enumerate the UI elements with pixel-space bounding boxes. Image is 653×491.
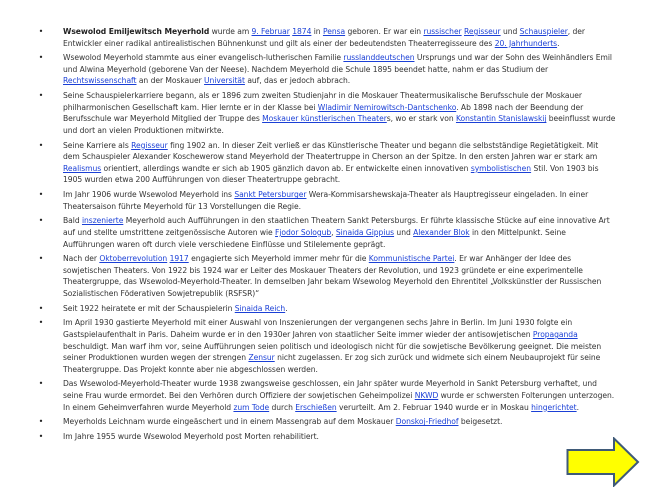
bullet-icon: • bbox=[38, 417, 44, 427]
list-item bbox=[0, 416, 653, 428]
text-run: Im Jahre 1955 wurde Wsewolod Meyerhold post Morten rehabilitiert. bbox=[63, 432, 319, 442]
hyperlink[interactable]: Realismus bbox=[63, 163, 102, 173]
hyperlink[interactable]: 20. Jahrhunderts bbox=[494, 38, 558, 48]
hyperlink[interactable]: Moskauer künstlerischen Theater bbox=[262, 114, 387, 124]
list-item bbox=[0, 215, 653, 250]
bullet-icon: • bbox=[38, 140, 44, 150]
bullet-icon: • bbox=[38, 432, 44, 442]
text-run: Meyerholds Leichnam wurde eingeäschert und in einem Massengrab auf dem Moskauer bbox=[63, 417, 396, 427]
text-run: Nach der bbox=[63, 254, 100, 264]
hyperlink[interactable]: Pensa bbox=[322, 27, 346, 36]
hyperlink[interactable]: Alexander Blok bbox=[413, 227, 470, 237]
text-run: . bbox=[285, 303, 288, 313]
hyperlink[interactable]: symbolistischen bbox=[470, 163, 532, 173]
text-run: orientiert, allerdings wandte er sich ab 1905 gänzlich davon ab. Er entwickelte einen innovativen bbox=[101, 163, 471, 173]
list-item bbox=[0, 317, 653, 375]
text-run: durch bbox=[269, 402, 296, 412]
hyperlink[interactable]: russlanddeutschen bbox=[343, 53, 415, 63]
hyperlink[interactable]: inszenierte bbox=[81, 216, 124, 226]
text-run: , bbox=[331, 227, 336, 237]
hyperlink[interactable]: Regisseur bbox=[464, 27, 501, 36]
text-run: nicht zugelassen. Er zog sich zurück und widmete sich einem Neubauprojekt für seine Theatergruppe. Das Projekt konnte aber nie abgeschlossen werden. bbox=[63, 353, 601, 374]
list-item bbox=[0, 26, 653, 49]
text-run: geboren. Er war ein bbox=[345, 27, 424, 36]
list-item bbox=[0, 90, 653, 136]
hyperlink[interactable]: Universität bbox=[204, 76, 245, 86]
hyperlink[interactable]: Fjodor Sologub bbox=[275, 227, 332, 237]
next-slide-button[interactable] bbox=[566, 437, 640, 487]
bullet-icon: • bbox=[38, 379, 44, 389]
bullet-icon: • bbox=[38, 27, 44, 36]
hyperlink[interactable]: Erschießen bbox=[295, 402, 337, 412]
hyperlink[interactable]: Schauspieler bbox=[519, 27, 568, 36]
hyperlink[interactable]: Propaganda bbox=[532, 330, 578, 339]
list-item bbox=[0, 140, 653, 186]
text-run: und bbox=[500, 27, 520, 36]
text-run: und bbox=[394, 227, 414, 237]
bullet-icon: • bbox=[38, 53, 44, 63]
text-run: verurteilt. Am 2. Februar 1940 wurde er in Moskau bbox=[336, 402, 532, 412]
document-body bbox=[0, 26, 653, 446]
bullet-icon: • bbox=[38, 318, 44, 328]
hyperlink[interactable]: Wladimir Nemirowitsch-Dantschenko bbox=[317, 102, 457, 112]
hyperlink[interactable]: Oktoberrevolution bbox=[99, 254, 168, 264]
arrow-right-icon[interactable] bbox=[566, 437, 640, 487]
list-item bbox=[0, 378, 653, 413]
bold-name: Wsewolod Emiljewitsch Meyerhold bbox=[63, 27, 210, 36]
hyperlink[interactable]: NKWD bbox=[414, 391, 439, 401]
bullet-icon: • bbox=[38, 190, 44, 200]
text-run: auf, das er jedoch abbrach. bbox=[244, 76, 351, 86]
bullet-icon: • bbox=[38, 216, 44, 226]
text-run: Im Jahr 1906 wurde Wsewolod Meyerhold ins bbox=[63, 190, 235, 200]
text-run: Das Wsewolod-Meyerhold-Theater wurde 1938 zwangsweise geschlossen, ein Jahr später wurde Meyerhold in Sankt Petersburg verhaftet, und seine Frau wurde ermordet. Bei den Verhören durch Offiziere der sowjetischen Geheimpolizei bbox=[63, 379, 597, 401]
text-run: Im April 1930 gastierte Meyerhold mit einer Auswahl von Inszenierungen der vergangenen sechs Jahre in Berlin. Im Juni 1930 folgte ein Gastspielaufenthalt in Paris. Daheim wurde er in den 1930er Jahren von staatlicher Seite immer wieder der antisowjetischen bbox=[63, 318, 573, 339]
text-run: Stil. Von 1903 bis 1905 wurden etwa 200 Aufführungen von dieser Theatertruppe gebracht. bbox=[63, 163, 599, 185]
hyperlink[interactable]: Konstantin Stanislawskij bbox=[455, 114, 547, 124]
hyperlink[interactable]: Sinaida Reich bbox=[234, 303, 286, 313]
hyperlink[interactable]: 9. Februar bbox=[251, 27, 290, 36]
text-run: . bbox=[557, 38, 560, 48]
hyperlink[interactable]: Kommunistische Partei bbox=[368, 254, 455, 264]
text-run: beigesetzt. bbox=[458, 417, 503, 427]
text-run: beeinflusst wurde und dort an vielen Produktionen mitwirkte. bbox=[63, 114, 616, 135]
hyperlink[interactable]: Donskoj-Friedhof bbox=[395, 417, 459, 427]
text-run: Wsewolod Meyerhold stammte aus einer evangelisch-lutherischen Familie bbox=[63, 53, 344, 63]
text-run: fing 1902 an. In dieser Zeit verließ er das Künstlerische Theater und begann die selbstständige Regietätigkeit. Mit dem Schauspieler Alexander Koschewerow stand Meyerhold der Theatertruppe in Cherson an der Spitze. In den ersten Jahren war er stark am bbox=[63, 140, 599, 162]
hyperlink[interactable]: zum Tode bbox=[233, 402, 270, 412]
hyperlink[interactable]: Zensur bbox=[248, 353, 275, 363]
text-run: an der Moskauer bbox=[136, 76, 205, 86]
list-item bbox=[0, 52, 653, 87]
list-item bbox=[0, 253, 653, 299]
text-run: in den Mittelpunkt. Seine Aufführungen waren oft durch viele verschiedene Einflüsse und Stilelemente geprägt. bbox=[63, 227, 566, 249]
bullet-icon: • bbox=[38, 254, 44, 264]
hyperlink[interactable]: Sankt Petersburger bbox=[234, 190, 307, 200]
hyperlink[interactable]: Regisseur bbox=[131, 140, 168, 150]
text-run: Ursprungs und war der Sohn des Weinhändlers Emil und Alwina Meyerhold (geborene Van der Neese). Nachdem Meyerhold die Schule 1895 beendet hatte, nahm er das Studium der bbox=[63, 53, 612, 74]
list-item bbox=[0, 431, 653, 443]
text-run: Seine Karriere als bbox=[63, 140, 132, 150]
bullet-list bbox=[0, 26, 653, 443]
text-run: wurde am bbox=[209, 27, 252, 36]
hyperlink[interactable]: 1874 bbox=[292, 27, 312, 36]
text-run: , der Entwickler einer radikal antirealistischen Bühnenkunst und gilt als einer der bedeutendsten Theaterregisseure des bbox=[63, 27, 585, 48]
hyperlink[interactable]: 1917 bbox=[169, 254, 189, 264]
hyperlink[interactable]: russischer bbox=[423, 27, 462, 36]
hyperlink[interactable]: Sinaida Gippius bbox=[335, 227, 395, 237]
text-run: . Er war Anhänger der Idee des sowjetischen Theaters. Von 1922 bis 1924 war er Leiter des Moskauer Theaters der Revolution, und 1923 gründete er eine experimentelle Theatergruppe, das Wsewolod-Meyerhold-Theater. In demselben Jahr bekam Wsewolog Meyerhold den Ehrentitel „Volkskünstler der Russischen Sozialistischen Föderativen Sowjetrepublik (RSFSR)“ bbox=[63, 254, 602, 299]
list-item bbox=[0, 189, 653, 212]
text-run: . Ab 1898 nach der Beendung der Berufsschule war Meyerhold Mitglied der Truppe des bbox=[63, 102, 584, 124]
text-run: in bbox=[311, 27, 323, 36]
text-run: . bbox=[576, 402, 579, 412]
hyperlink[interactable]: Rechtswissenschaft bbox=[63, 76, 137, 86]
text-run: beschuldigt. Man warf ihm vor, seine Aufführungen seien politisch und ideologisch nicht für die sowjetische Bevölkerung geeignet. Die meisten seiner Produktionen wurden wegen der strengen bbox=[63, 341, 602, 363]
hyperlink[interactable]: hingerichtet bbox=[531, 402, 577, 412]
text-run: s, wo er stark von bbox=[386, 114, 456, 124]
bullet-icon: • bbox=[38, 303, 44, 313]
text-run: wurde er schwersten Folterungen unterzogen. In einem Geheimverfahren wurde Meyerhold bbox=[63, 391, 615, 412]
text-run: Bald bbox=[63, 216, 82, 226]
list-item bbox=[0, 303, 653, 315]
text-run: Seine Schauspielerkarriere begann, als er 1896 zum zweiten Studienjahr in die Moskauer Theatermusikalische Berufsschule der Moskauer philharmonischen Gesellschaft kam. Hier lernte er in der Klasse bei bbox=[63, 91, 582, 112]
text-run: Meyerhold auch Aufführungen in den staatlichen Theatern Sankt Petersburgs. Er führte klassische Stücke auf eine innovative Art auf und stellte umstrittene zeitgenössische Autoren wie bbox=[63, 216, 610, 237]
text-run: Wera-Kommisarshewskaja-Theater als Hauptregisseur eingeladen. In einer Theatersaison führte Meyerhold für 13 Vorstellungen die Regie. bbox=[63, 190, 589, 211]
bullet-icon: • bbox=[38, 91, 44, 101]
arrow-shape[interactable] bbox=[568, 439, 639, 486]
text-run: engagierte sich Meyerhold immer mehr für die bbox=[188, 254, 369, 264]
text-run: Seit 1922 heiratete er mit der Schauspielerin bbox=[63, 303, 235, 313]
